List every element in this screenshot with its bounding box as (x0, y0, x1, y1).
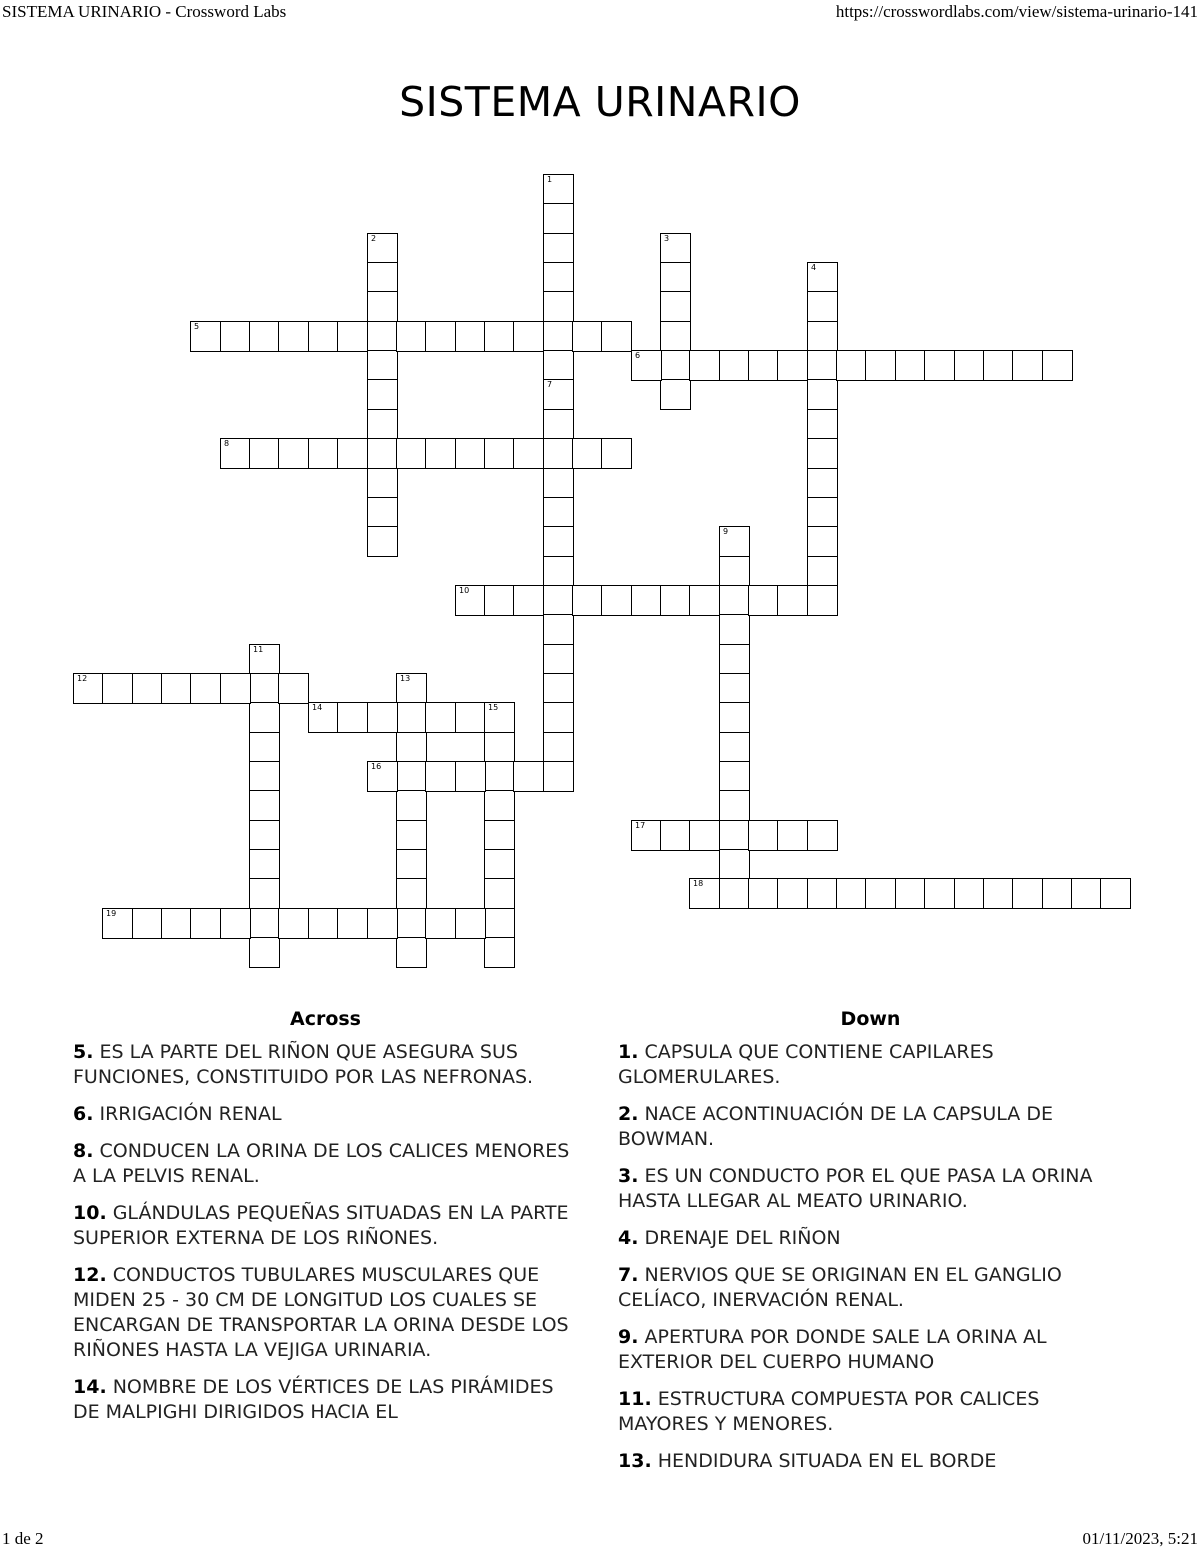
grid-cell[interactable] (836, 350, 867, 381)
cell-number: 17 (635, 821, 646, 830)
grid-cell[interactable] (719, 556, 750, 587)
grid-cell[interactable] (337, 908, 368, 939)
grid-cell[interactable] (249, 702, 280, 733)
clue-number: 2. (618, 1103, 639, 1125)
grid-cell[interactable] (396, 732, 427, 763)
grid-cell[interactable] (748, 820, 779, 851)
clue-number: 9. (618, 1326, 639, 1348)
grid-cell[interactable] (367, 379, 398, 410)
grid-cell[interactable] (367, 233, 398, 264)
grid-cell[interactable] (719, 732, 750, 763)
grid-cell[interactable] (660, 291, 691, 322)
clue-text: HENDIDURA SITUADA EN EL BORDE (651, 1450, 997, 1472)
grid-cell[interactable] (455, 908, 486, 939)
grid-cell[interactable] (308, 908, 339, 939)
grid-cell[interactable] (484, 761, 515, 792)
grid-cell[interactable] (249, 878, 280, 909)
grid-cell[interactable] (190, 908, 221, 939)
grid-cell[interactable] (278, 321, 309, 352)
grid-cell[interactable] (719, 820, 750, 851)
grid-cell[interactable] (807, 585, 838, 616)
cell-number: 5 (194, 322, 200, 331)
clue-text: ES LA PARTE DEL RIÑON QUE ASEGURA SUS FUNCIONES, CONSTITUIDO POR LAS NEFRONAS. (73, 1041, 534, 1088)
clue-number: 7. (618, 1264, 639, 1286)
cell-number: 6 (635, 351, 641, 360)
grid-cell[interactable] (807, 379, 838, 410)
clue-number: 8. (73, 1140, 94, 1162)
grid-cell[interactable] (249, 644, 280, 675)
grid-cell[interactable] (396, 937, 427, 968)
grid-cell[interactable] (425, 908, 456, 939)
grid-cell[interactable] (337, 702, 368, 733)
grid-cell[interactable] (161, 908, 192, 939)
page-header-title: SISTEMA URINARIO - Crossword Labs (2, 2, 287, 21)
grid-cell[interactable] (308, 702, 339, 733)
cell-number: 19 (106, 909, 117, 918)
clue-text: CAPSULA QUE CONTIENE CAPILARES GLOMERULARES. (618, 1041, 994, 1088)
grid-cell[interactable] (308, 321, 339, 352)
grid-cell[interactable] (455, 761, 486, 792)
clue-text: ES UN CONDUCTO POR EL QUE PASA LA ORINA HASTA LLEGAR AL MEATO URINARIO. (618, 1165, 1093, 1212)
grid-cell[interactable] (1042, 350, 1073, 381)
grid-cell[interactable] (572, 321, 603, 352)
cell-number: 2 (371, 234, 377, 243)
grid-cell[interactable] (631, 585, 662, 616)
grid-cell[interactable] (484, 908, 515, 939)
grid-cell[interactable] (455, 702, 486, 733)
across-heading: Across (289, 1008, 361, 1030)
grid-cell[interactable] (190, 321, 221, 352)
grid-cell[interactable] (807, 556, 838, 587)
grid-cell[interactable] (484, 937, 515, 968)
grid-cell[interactable] (484, 702, 515, 733)
grid-cell[interactable] (807, 497, 838, 528)
grid-cell[interactable] (601, 321, 632, 352)
grid-cell[interactable] (807, 350, 838, 381)
cell-number: 10 (459, 586, 470, 595)
grid-cell[interactable] (748, 878, 779, 909)
grid-cell[interactable] (367, 321, 398, 352)
grid-cell[interactable] (543, 732, 574, 763)
grid-cell[interactable] (660, 379, 691, 410)
grid-cell[interactable] (396, 820, 427, 851)
clue-item (73, 1139, 578, 1189)
grid-cell[interactable] (102, 908, 133, 939)
grid-cell[interactable] (1012, 350, 1043, 381)
cell-number: 15 (488, 703, 499, 712)
cell-number: 8 (224, 439, 230, 448)
cell-number: 4 (811, 263, 817, 272)
grid-cell[interactable] (1071, 878, 1102, 909)
grid-cell[interactable] (543, 409, 574, 440)
grid-cell[interactable] (543, 291, 574, 322)
grid-cell[interactable] (543, 497, 574, 528)
page-header-url: https://crosswordlabs.com/view/sistema-urinario-141 (835, 2, 1198, 21)
clue-text: ESTRUCTURA COMPUESTA POR CALICES MAYORES Y MENORES. (618, 1388, 1040, 1435)
clue-number: 4. (618, 1227, 639, 1249)
grid-cell[interactable] (425, 761, 456, 792)
clue-item (73, 1263, 578, 1363)
grid-cell[interactable] (601, 438, 632, 469)
grid-cell[interactable] (249, 790, 280, 821)
grid-cell[interactable] (748, 350, 779, 381)
grid-cell[interactable] (1100, 878, 1131, 909)
grid-cell[interactable] (865, 350, 896, 381)
grid-cell[interactable] (954, 350, 985, 381)
grid-cell[interactable] (865, 878, 896, 909)
grid-cell[interactable] (337, 438, 368, 469)
grid-cell[interactable] (484, 321, 515, 352)
grid-cell[interactable] (396, 702, 427, 733)
grid-cell[interactable] (513, 438, 544, 469)
grid-cell[interactable] (161, 673, 192, 704)
grid-cell[interactable] (220, 321, 251, 352)
grid-cell[interactable] (367, 409, 398, 440)
grid-cell[interactable] (543, 526, 574, 557)
grid-cell[interactable] (631, 820, 662, 851)
grid-cell[interactable] (660, 820, 691, 851)
grid-cell[interactable] (337, 321, 368, 352)
grid-cell[interactable] (660, 585, 691, 616)
grid-cell[interactable] (513, 585, 544, 616)
grid-cell[interactable] (132, 908, 163, 939)
grid-cell[interactable] (543, 673, 574, 704)
clue-number: 5. (73, 1041, 94, 1063)
grid-cell[interactable] (660, 321, 691, 352)
grid-cell[interactable] (543, 174, 574, 205)
grid-cell[interactable] (836, 878, 867, 909)
grid-cell[interactable] (278, 908, 309, 939)
clue-text: NERVIOS QUE SE ORIGINAN EN EL GANGLIO CELÍACO, INERVACIÓN RENAL. (618, 1264, 1062, 1311)
grid-cell[interactable] (777, 878, 808, 909)
grid-cell[interactable] (367, 262, 398, 293)
grid-cell[interactable] (190, 673, 221, 704)
grid-cell[interactable] (719, 614, 750, 645)
grid-cell[interactable] (367, 291, 398, 322)
grid-cell[interactable] (719, 644, 750, 675)
grid-cell[interactable] (807, 291, 838, 322)
grid-cell[interactable] (543, 761, 574, 792)
grid-cell[interactable] (543, 644, 574, 675)
grid-cell[interactable] (543, 614, 574, 645)
clue-item (618, 1226, 1123, 1251)
grid-cell[interactable] (543, 233, 574, 264)
across-clues (73, 1008, 578, 1437)
grid-cell[interactable] (660, 262, 691, 293)
grid-cell[interactable] (543, 468, 574, 499)
cell-number: 13 (400, 674, 411, 683)
clue-text: APERTURA POR DONDE SALE LA ORINA AL EXTERIOR DEL CUERPO HUMANO (618, 1326, 1047, 1373)
clue-item (618, 1449, 1123, 1474)
grid-cell[interactable] (220, 438, 251, 469)
grid-cell[interactable] (807, 262, 838, 293)
grid-cell[interactable] (367, 497, 398, 528)
grid-cell[interactable] (249, 321, 280, 352)
grid-cell[interactable] (983, 350, 1014, 381)
grid-cell[interactable] (249, 820, 280, 851)
grid-cell[interactable] (249, 937, 280, 968)
grid-cell[interactable] (719, 761, 750, 792)
grid-cell[interactable] (220, 673, 251, 704)
grid-cell[interactable] (924, 350, 955, 381)
grid-cell[interactable] (513, 321, 544, 352)
clue-item (618, 1263, 1123, 1313)
grid-cell[interactable] (601, 585, 632, 616)
grid-cell[interactable] (396, 321, 427, 352)
down-heading: Down (840, 1008, 901, 1030)
grid-cell[interactable] (543, 203, 574, 234)
grid-cell[interactable] (895, 350, 926, 381)
clue-number: 1. (618, 1041, 639, 1063)
clue-item (73, 1375, 578, 1425)
grid-cell[interactable] (278, 673, 309, 704)
clue-text: CONDUCEN LA ORINA DE LOS CALICES MENORES A LA PELVIS RENAL. (73, 1140, 570, 1187)
grid-cell[interactable] (777, 585, 808, 616)
grid-cell[interactable] (513, 761, 544, 792)
clue-text: NOMBRE DE LOS VÉRTICES DE LAS PIRÁMIDES DE MALPIGHI DIRIGIDOS HACIA EL (73, 1376, 554, 1423)
cell-number: 16 (371, 762, 382, 771)
grid-cell[interactable] (396, 673, 427, 704)
grid-cell[interactable] (543, 379, 574, 410)
grid-cell[interactable] (367, 468, 398, 499)
grid-cell[interactable] (543, 321, 574, 352)
clue-number: 12. (73, 1264, 107, 1286)
clue-text: NACE ACONTINUACIÓN DE LA CAPSULA DE BOWMAN. (618, 1103, 1053, 1150)
grid-cell[interactable] (807, 409, 838, 440)
grid-cell[interactable] (367, 526, 398, 557)
grid-cell[interactable] (777, 350, 808, 381)
clue-number: 11. (618, 1388, 652, 1410)
grid-cell[interactable] (777, 820, 808, 851)
grid-cell[interactable] (455, 438, 486, 469)
grid-cell[interactable] (484, 732, 515, 763)
grid-cell[interactable] (249, 438, 280, 469)
grid-cell[interactable] (278, 438, 309, 469)
grid-cell[interactable] (484, 790, 515, 821)
grid-cell[interactable] (396, 878, 427, 909)
grid-cell[interactable] (719, 790, 750, 821)
grid-cell[interactable] (631, 350, 662, 381)
grid-cell[interactable] (396, 790, 427, 821)
grid-cell[interactable] (367, 761, 398, 792)
grid-cell[interactable] (102, 673, 133, 704)
cell-number: 1 (547, 175, 553, 184)
grid-cell[interactable] (396, 761, 427, 792)
clue-text: GLÁNDULAS PEQUEÑAS SITUADAS EN LA PARTE SUPERIOR EXTERNA DE LOS RIÑONES. (73, 1202, 569, 1249)
clue-number: 6. (73, 1103, 94, 1125)
clue-number: 14. (73, 1376, 107, 1398)
grid-cell[interactable] (572, 438, 603, 469)
grid-cell[interactable] (249, 761, 280, 792)
clue-item (73, 1201, 578, 1251)
grid-cell[interactable] (719, 526, 750, 557)
grid-cell[interactable] (543, 702, 574, 733)
cell-number: 18 (693, 879, 704, 888)
grid-cell[interactable] (396, 849, 427, 880)
cell-number: 12 (77, 674, 88, 683)
grid-cell[interactable] (455, 585, 486, 616)
grid-cell[interactable] (719, 878, 750, 909)
clue-text: DRENAJE DEL RIÑON (638, 1227, 841, 1249)
grid-cell[interactable] (367, 350, 398, 381)
clue-text: IRRIGACIÓN RENAL (93, 1103, 282, 1125)
page-footer-page: 1 de 2 (2, 1529, 44, 1548)
grid-cell[interactable] (924, 878, 955, 909)
clue-number: 10. (73, 1202, 107, 1224)
grid-cell[interactable] (220, 908, 251, 939)
grid-cell[interactable] (807, 438, 838, 469)
grid-cell[interactable] (132, 673, 163, 704)
clue-text: CONDUCTOS TUBULARES MUSCULARES QUE MIDEN 25 - 30 CM DE LONGITUD LOS CUALES SE ENCARGAN DE TRANSPORTAR LA ORINA DESDE LOS RIÑONES HASTA LA VEJIGA URINARIA. (73, 1264, 569, 1361)
grid-cell[interactable] (367, 702, 398, 733)
grid-cell[interactable] (543, 438, 574, 469)
grid-cell[interactable] (543, 262, 574, 293)
grid-cell[interactable] (689, 585, 720, 616)
grid-cell[interactable] (895, 878, 926, 909)
grid-cell[interactable] (543, 585, 574, 616)
grid-cell[interactable] (73, 673, 104, 704)
grid-cell[interactable] (367, 908, 398, 939)
clue-item (618, 1040, 1123, 1090)
grid-cell[interactable] (719, 585, 750, 616)
clue-item (618, 1387, 1123, 1437)
clue-number: 13. (618, 1450, 652, 1472)
grid-cell[interactable] (719, 350, 750, 381)
grid-cell[interactable] (543, 350, 574, 381)
grid-cell[interactable] (719, 702, 750, 733)
grid-cell[interactable] (689, 878, 720, 909)
cell-number: 7 (547, 380, 553, 389)
grid-cell[interactable] (425, 702, 456, 733)
grid-cell[interactable] (807, 321, 838, 352)
grid-cell[interactable] (484, 878, 515, 909)
clue-number: 3. (618, 1165, 639, 1187)
grid-cell[interactable] (719, 849, 750, 880)
grid-cell[interactable] (660, 350, 691, 381)
grid-cell[interactable] (689, 820, 720, 851)
grid-cell[interactable] (1012, 878, 1043, 909)
page-footer-datetime: 01/11/2023, 5:21 (1082, 1529, 1198, 1548)
grid-cell[interactable] (719, 673, 750, 704)
grid-cell[interactable] (396, 908, 427, 939)
grid-cell[interactable] (660, 233, 691, 264)
grid-cell[interactable] (249, 849, 280, 880)
clue-item (73, 1040, 578, 1090)
cell-number: 9 (723, 527, 729, 536)
grid-cell[interactable] (1042, 878, 1073, 909)
down-clues (618, 1008, 1123, 1486)
grid-cell[interactable] (807, 820, 838, 851)
grid-cell[interactable] (807, 878, 838, 909)
grid-cell[interactable] (983, 878, 1014, 909)
clue-item (618, 1325, 1123, 1375)
grid-cell[interactable] (455, 321, 486, 352)
grid-cell[interactable] (308, 438, 339, 469)
cell-number: 11 (253, 645, 264, 654)
grid-cell[interactable] (484, 585, 515, 616)
grid-cell[interactable] (543, 556, 574, 587)
grid-cell[interactable] (367, 438, 398, 469)
grid-cell[interactable] (425, 321, 456, 352)
clue-item (618, 1164, 1123, 1214)
grid-cell[interactable] (807, 526, 838, 557)
grid-cell[interactable] (807, 468, 838, 499)
grid-cell[interactable] (484, 849, 515, 880)
grid-cell[interactable] (249, 673, 280, 704)
grid-cell[interactable] (249, 908, 280, 939)
grid-cell[interactable] (689, 350, 720, 381)
cell-number: 14 (312, 703, 323, 712)
grid-cell[interactable] (954, 878, 985, 909)
clue-item (73, 1102, 578, 1127)
grid-cell[interactable] (249, 732, 280, 763)
cell-number: 3 (664, 234, 670, 243)
grid-cell[interactable] (748, 585, 779, 616)
grid-cell[interactable] (572, 585, 603, 616)
grid-cell[interactable] (425, 438, 456, 469)
grid-cell[interactable] (396, 438, 427, 469)
grid-cell[interactable] (484, 438, 515, 469)
clue-item (618, 1102, 1123, 1152)
grid-cell[interactable] (484, 820, 515, 851)
puzzle-title: SISTEMA URINARIO (399, 78, 801, 126)
